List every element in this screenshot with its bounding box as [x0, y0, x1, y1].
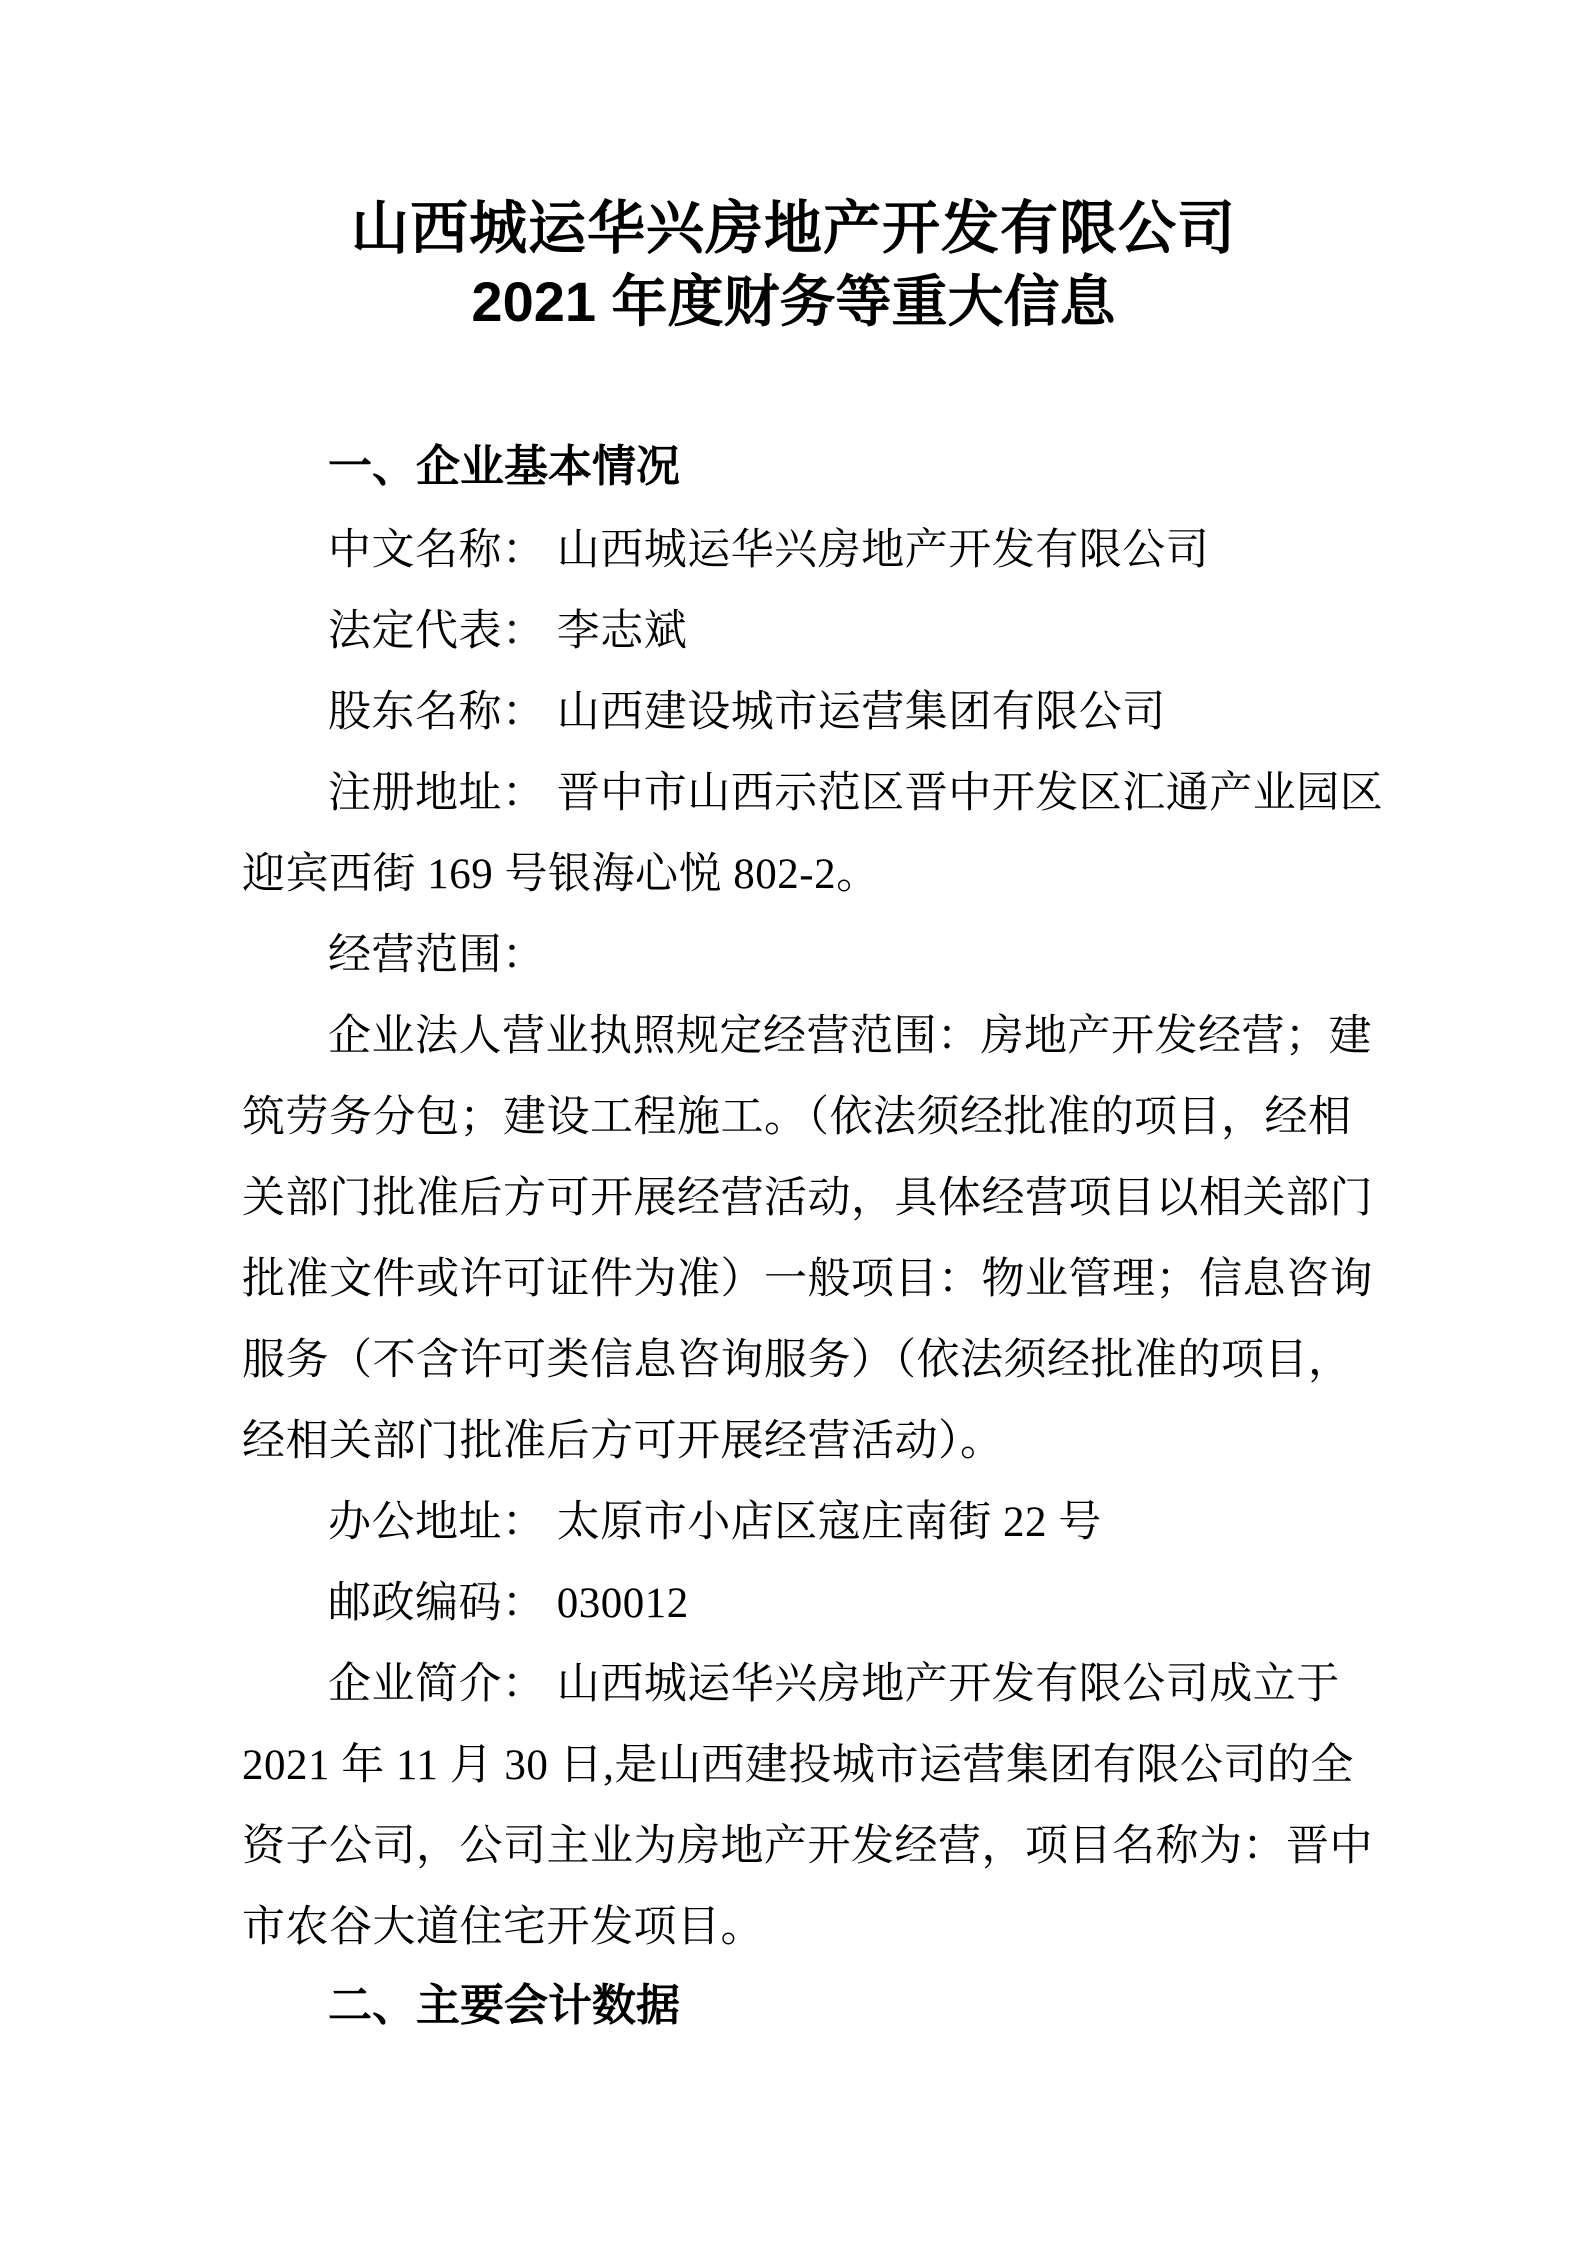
text-line-business-scope-2: 筑劳务分包；建设工程施工。（依法须经批准的项目，经相 — [242, 1094, 1352, 1141]
text-line-company-profile-4: 市农谷大道住宅开发项目。 — [242, 1904, 764, 1951]
document-title-line-1: 山西城运华兴房地产开发有限公司 — [350, 196, 1236, 261]
text-line-business-scope-1: 企业法人营业执照规定经营范围：房地产开发经营；建 — [328, 1013, 1372, 1060]
text-line-postal-code: 邮政编码： 030012 — [328, 1580, 689, 1627]
text-line-registered-address-1: 注册地址： 晋中市山西示范区晋中开发区汇通产业园区 — [328, 770, 1384, 817]
document-title-line-2: 2021 年度财务等重大信息 — [471, 270, 1116, 333]
section-heading-accounting-data: 二、主要会计数据 — [328, 1981, 680, 2030]
text-line-company-profile-1: 企业简介： 山西城运华兴房地产开发有限公司成立于 — [328, 1661, 1340, 1708]
text-line-business-scope-3: 关部门批准后方可开展经营活动，具体经营项目以相关部门 — [242, 1175, 1373, 1222]
section-heading-basic-info: 一、企业基本情况 — [328, 442, 680, 491]
text-line-legal-representative: 法定代表： 李志斌 — [328, 608, 688, 655]
text-line-shareholder-name: 股东名称： 山西建设城市运营集团有限公司 — [328, 689, 1166, 736]
text-line-company-profile-3: 资子公司，公司主业为房地产开发经营，项目名称为：晋中 — [242, 1823, 1373, 1870]
text-line-business-scope-6: 经相关部门批准后方可开展经营活动）。 — [242, 1418, 1004, 1465]
text-line-business-scope-5: 服务（不含许可类信息咨询服务）（依法须经批准的项目， — [242, 1337, 1352, 1384]
text-line-registered-address-2: 迎宾西街 169 号银海心悦 802-2。 — [242, 851, 880, 898]
text-line-company-profile-2: 2021 年 11 月 30 日,是山西建投城市运营集团有限公司的全 — [242, 1742, 1354, 1789]
text-line-chinese-name: 中文名称： 山西城运华兴房地产开发有限公司 — [328, 527, 1210, 574]
text-line-office-address: 办公地址： 太原市小店区寇庄南街 22 号 — [328, 1499, 1102, 1546]
text-line-business-scope-4: 批准文件或许可证件为准）一般项目：物业管理；信息咨询 — [242, 1256, 1373, 1303]
text-line-business-scope-label: 经营范围： — [328, 932, 546, 979]
